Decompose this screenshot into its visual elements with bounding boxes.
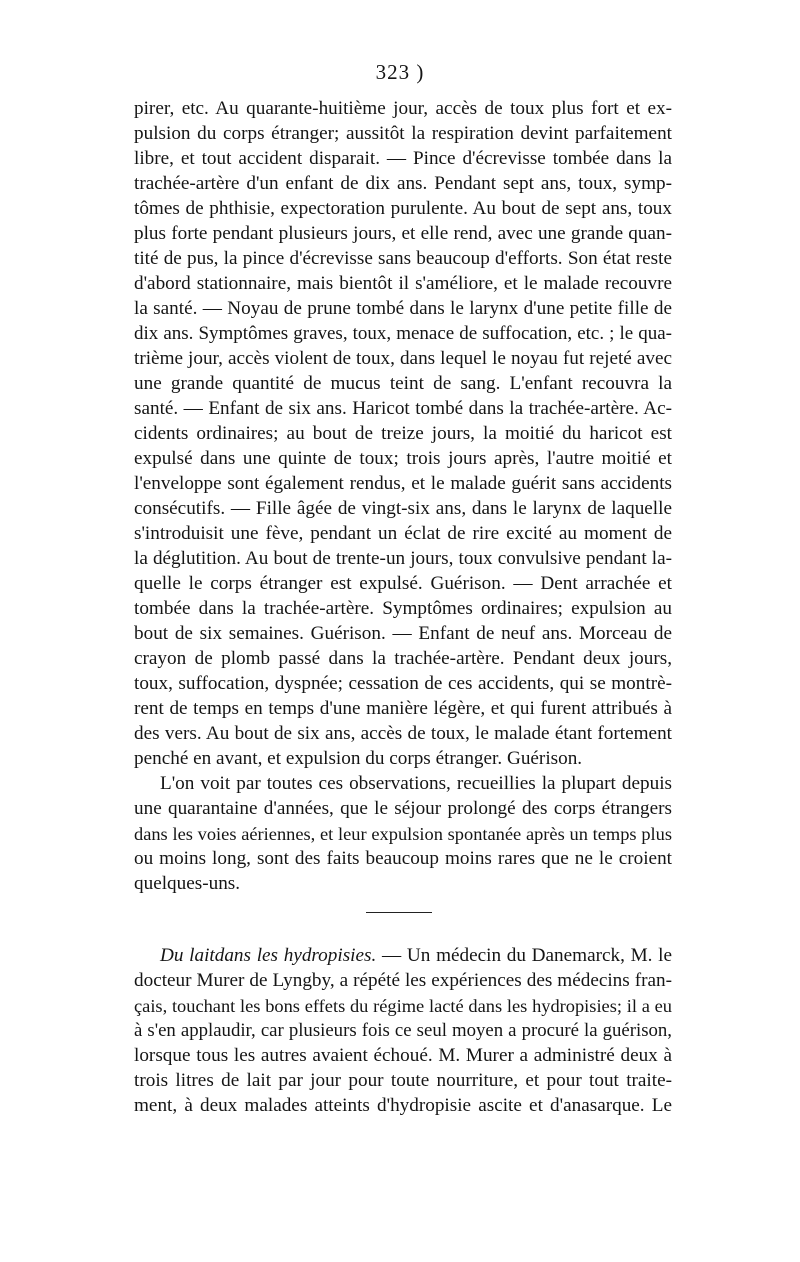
text-line: tômes de phthisie, expectoration purulente. Au bout de sept ans, toux <box>134 198 672 219</box>
text-line: quelques-uns. <box>134 873 241 894</box>
article-title: Du laitdans les hydropisies. <box>160 945 377 966</box>
text-line: une grande quantité de mucus teint de sang. L'enfant recouvra la <box>134 373 672 394</box>
text-line: pirer, etc. Au quarante-huitième jour, accès de toux plus fort et ex- <box>134 98 672 119</box>
text-line: trois litres de lait par jour pour toute nourriture, et pour tout traite- <box>134 1070 672 1091</box>
text-line: la déglutition. Au bout de trente-un jours, toux convulsive pendant la- <box>134 548 672 569</box>
article-text: — Un médecin du Danemarck, M. le <box>376 945 673 966</box>
text-line: çais, touchant les bons effets du régime lacté dans les hydropisies; il a eu <box>134 996 672 1016</box>
text-line: s'introduisit une fève, pendant un éclat de rire excité au moment de <box>134 523 672 544</box>
text-line: ou moins long, sont des faits beaucoup moins rares que ne le croient <box>134 848 672 869</box>
text-line: L'on voit par toutes ces observations, recueillies la plupart depuis <box>160 773 672 794</box>
text-line: penché en avant, et expulsion du corps étranger. Guérison. <box>134 748 583 769</box>
text-line: ment, à deux malades atteints d'hydropisie ascite et d'anasarque. Le <box>134 1095 672 1116</box>
text-line: l'enveloppe sont également rendus, et le malade guérit sans accidents <box>134 473 672 494</box>
text-line: tombée dans la trachée-artère. Symptômes ordinaires; expulsion au <box>134 598 672 619</box>
text-line: consécutifs. — Fille âgée de vingt-six ans, dans le larynx de laquelle <box>134 498 672 519</box>
text-line: d'abord stationnaire, mais bientôt il s'améliore, et le malade recouvre <box>134 273 672 294</box>
article-first-line <box>160 943 672 969</box>
text-line: tité de pus, la pince d'écrevisse sans beaucoup d'efforts. Son état reste <box>134 248 672 269</box>
page-number: 323 ) <box>375 60 425 84</box>
text-line: à s'en applaudir, car plusieurs fois ce seul moyen a procuré la guérison, <box>134 1020 672 1041</box>
text-line: plus forte pendant plusieurs jours, et elle rend, avec une grande quan- <box>134 223 672 244</box>
text-line: rent de temps en temps d'une manière légère, et qui furent attribués à <box>134 698 672 719</box>
text-line: cidents ordinaires; au bout de treize jours, la moitié du haricot est <box>134 423 672 444</box>
text-line: toux, suffocation, dyspnée; cessation de ces accidents, qui se montrè- <box>134 673 672 694</box>
text-line: dix ans. Symptômes graves, toux, menace de suffocation, etc. ; le qua- <box>134 323 672 344</box>
text-line: quelle le corps étranger est expulsé. Guérison. — Dent arrachée et <box>134 573 672 594</box>
text-line: docteur Murer de Lyngby, a répété les expériences des médecins fran- <box>134 970 672 991</box>
section-divider <box>366 912 432 913</box>
text-line: libre, et tout accident disparait. — Pince d'écrevisse tombée dans la <box>134 148 672 169</box>
text-line: la santé. — Noyau de prune tombé dans le larynx d'une petite fille de <box>134 298 672 319</box>
text-line: crayon de plomb passé dans la trachée-artère. Pendant deux jours, <box>134 648 672 669</box>
text-line: expulsé dans une quinte de toux; trois jours après, l'autre moitié et <box>134 448 672 469</box>
text-line: lorsque tous les autres avaient échoué. M. Murer a administré deux à <box>134 1045 672 1066</box>
text-line: trième jour, accès violent de toux, dans lequel le noyau fut rejeté avec <box>134 348 672 369</box>
text-line: bout de six semaines. Guérison. — Enfant de neuf ans. Morceau de <box>134 623 672 644</box>
text-line: dans les voies aériennes, et leur expulsion spontanée après un temps plus <box>134 824 672 844</box>
text-line: une quarantaine d'années, que le séjour prolongé des corps étrangers <box>134 798 672 819</box>
text-line: pulsion du corps étranger; aussitôt la respiration devint parfaitement <box>134 123 672 144</box>
text-line: santé. — Enfant de six ans. Haricot tombé dans la trachée-artère. Ac- <box>134 398 672 419</box>
text-line: des vers. Au bout de six ans, accès de toux, le malade étant fortement <box>134 723 672 744</box>
text-line: trachée-artère d'un enfant de dix ans. Pendant sept ans, toux, symp- <box>134 173 672 194</box>
